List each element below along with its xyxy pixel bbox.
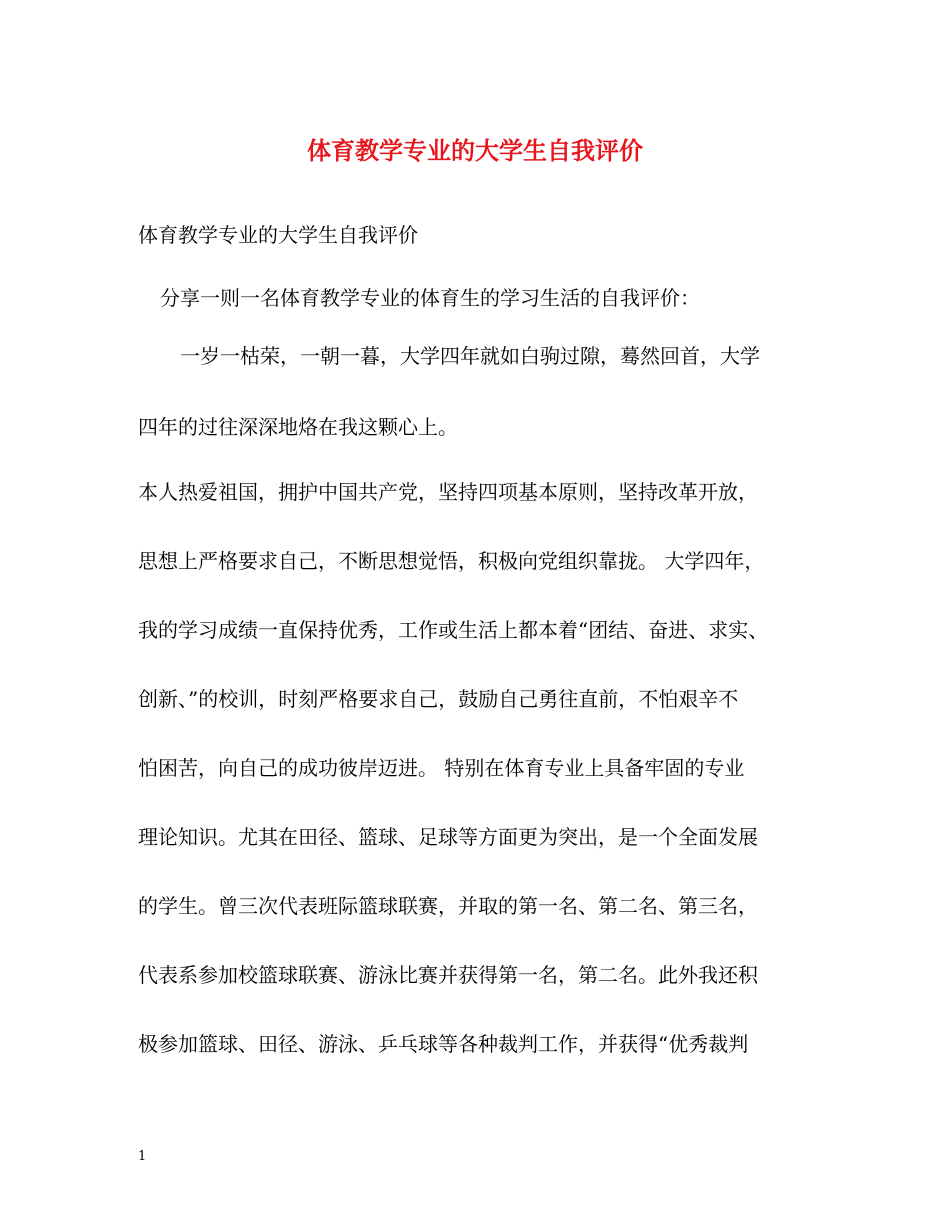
body-line: 极参加篮球、田径、游泳、乒乓球等各种裁判工作，并获得“优秀裁判	[138, 1032, 749, 1056]
body-line: 创新、”的校训，时刻严格要求自己，鼓励自己勇往直前，不怕艰辛不	[138, 687, 739, 711]
body-line: 的学生。曾三次代表班际篮球联赛，并取的第一名、第二名、第三名，	[138, 894, 758, 918]
body-line: 四年的过往深深地烙在我这颗心上。	[138, 415, 458, 439]
body-line: 怕困苦，向自己的成功彼岸迈进。 特别在体育专业上具备牢固的专业	[138, 756, 745, 780]
document-title: 体育教学专业的大学生自我评价	[307, 136, 643, 165]
body-line: 理论知识。尤其在田径、篮球、足球等方面更为突出，是一个全面发展	[138, 825, 758, 849]
body-line: 一岁一枯荣，一朝一暮，大学四年就如白驹过隙，蓦然回首，大学	[180, 344, 760, 368]
body-line: 本人热爱祖国，拥护中国共产党，坚持四项基本原则，坚持改革开放，	[138, 480, 758, 504]
body-line: 分享一则一名体育教学专业的体育生的学习生活的自我评价：	[160, 286, 700, 310]
body-line: 代表系参加校篮球联赛、游泳比赛并获得第一名，第二名。此外我还积	[138, 963, 758, 987]
body-line: 体育教学专业的大学生自我评价	[138, 223, 418, 247]
body-line: 思想上严格要求自己，不断思想觉悟，积极向党组织靠拢。 大学四年，	[138, 549, 765, 573]
page-number: 1	[138, 1149, 147, 1164]
body-line: 我的学习成绩一直保持优秀，工作或生活上都本着“团结、奋进、求实、	[138, 618, 769, 642]
